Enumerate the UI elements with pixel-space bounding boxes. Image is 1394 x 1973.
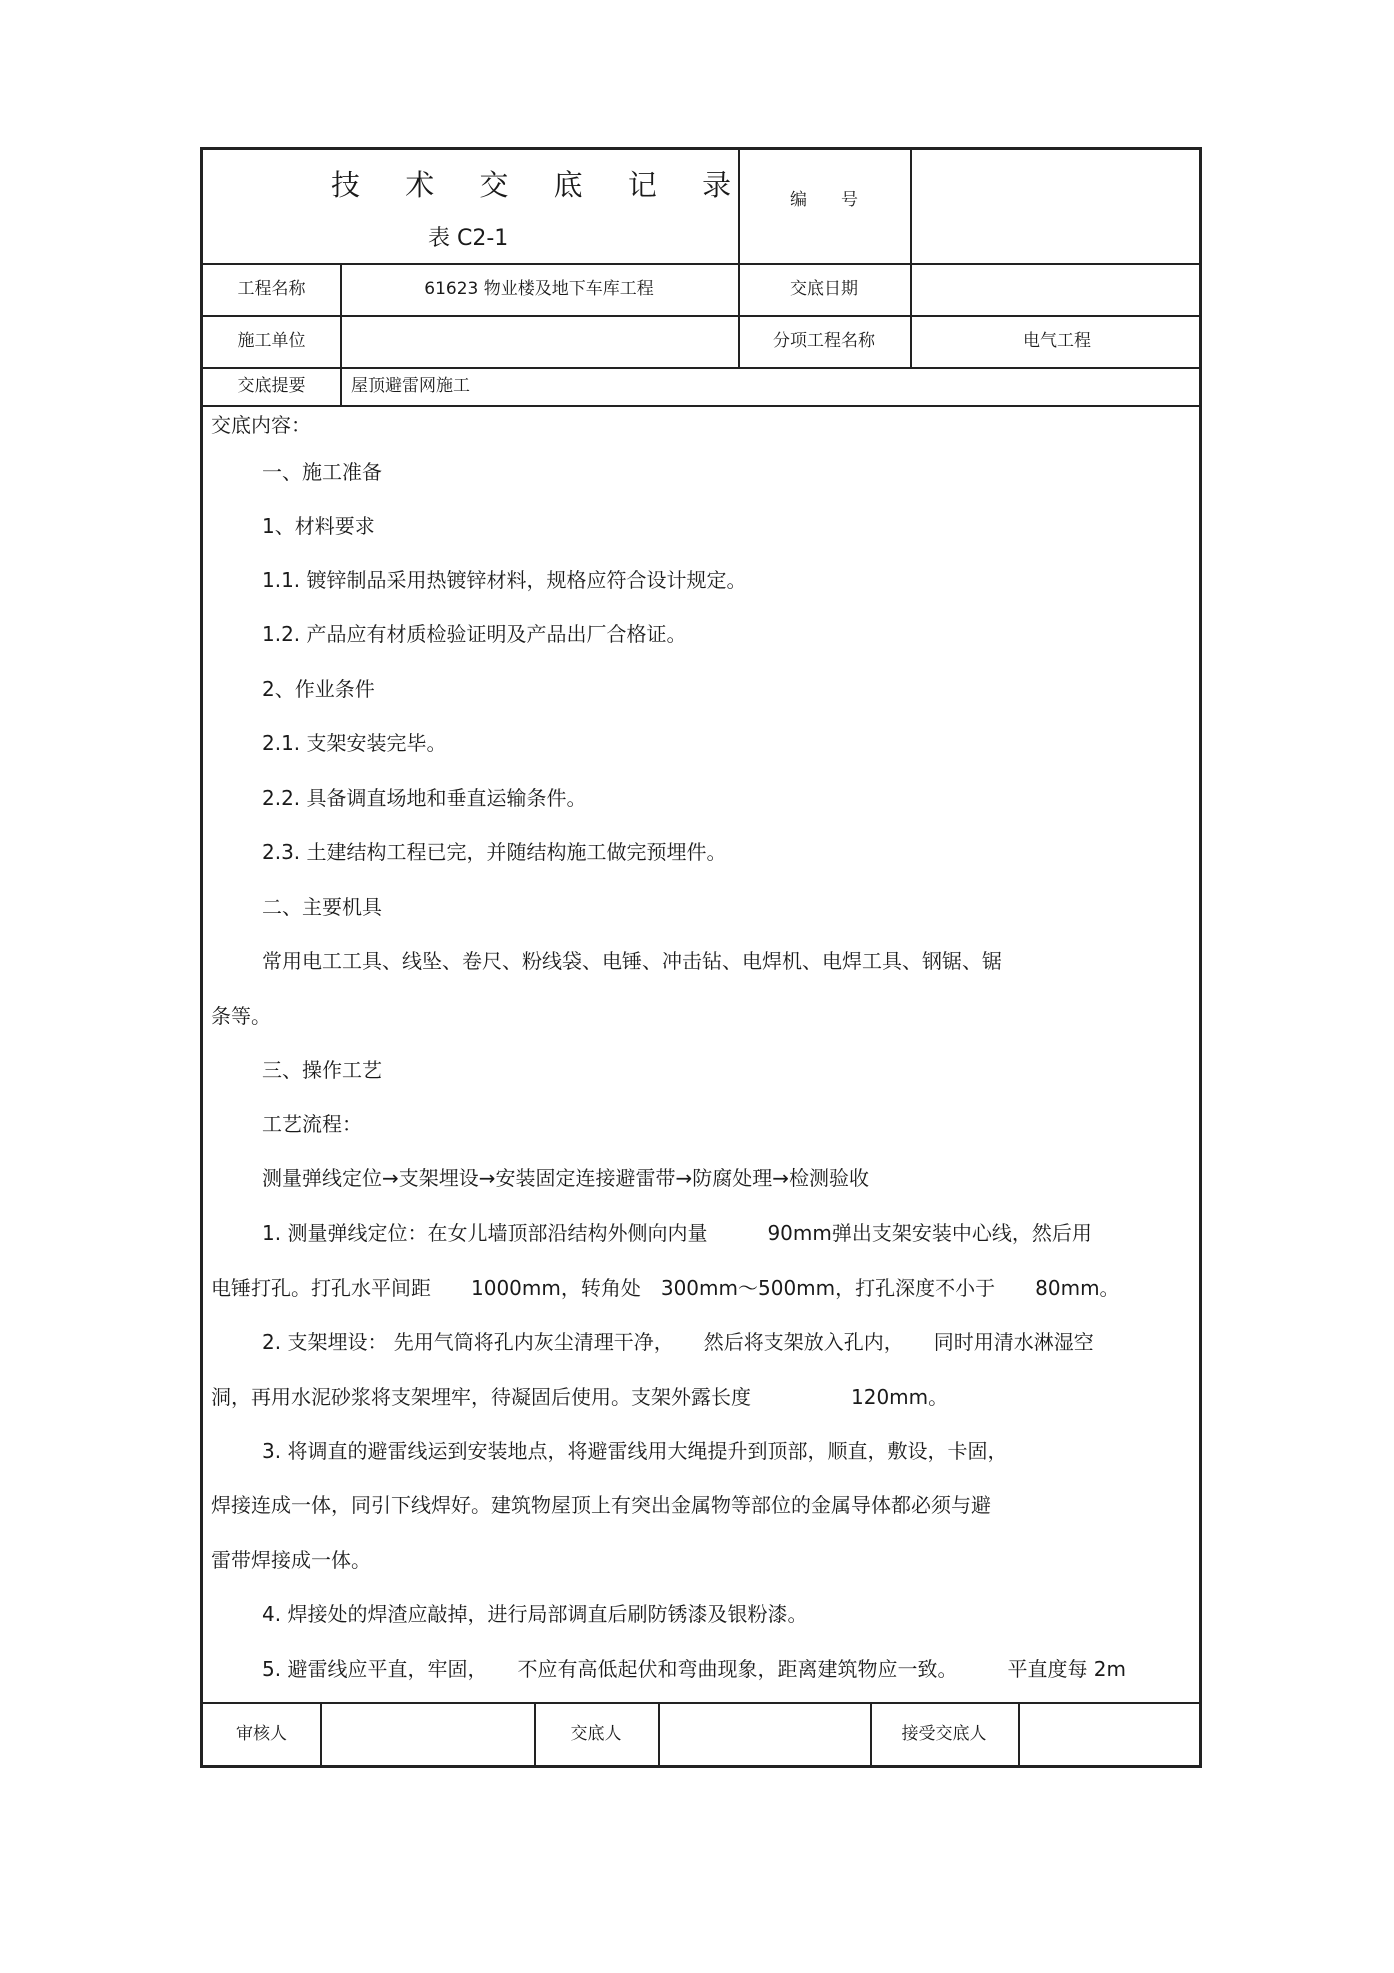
content-line: 二、主要机具 bbox=[262, 895, 382, 919]
content-line: 4. 焊接处的焊渣应敲掉，进行局部调直后刷防锈漆及银粉漆。 bbox=[262, 1602, 808, 1626]
row-divider bbox=[203, 405, 1199, 407]
content-line: 测量弹线定位→支架埋设→安装固定连接避雷带→防腐处理→检测验收 bbox=[262, 1166, 870, 1190]
column-divider bbox=[320, 1702, 322, 1766]
column-divider bbox=[1018, 1702, 1020, 1766]
content-line: 2.3. 土建结构工程已完，并随结构施工做完预埋件。 bbox=[262, 840, 727, 864]
presenter-label: 交底人 bbox=[570, 1724, 622, 1744]
content-line: 2. 支架埋设： 先用气筒将孔内灰尘清理干净， 然后将支架放入孔内， 同时用清水淋湿空 bbox=[262, 1330, 1094, 1354]
content-line: 洞，再用水泥砂浆将支架埋牢，待凝固后使用。支架外露长度 120mm。 bbox=[211, 1385, 949, 1409]
content-line: 常用电工工具、线坠、卷尺、粉线袋、电锤、冲击钻、电焊机、电焊工具、钢锯、锯 bbox=[262, 949, 1002, 973]
content-heading: 交底内容： bbox=[211, 413, 311, 437]
summary-value: 屋顶避雷网施工 bbox=[351, 376, 470, 396]
content-line: 工艺流程： bbox=[262, 1112, 362, 1136]
content-line: 条等。 bbox=[211, 1004, 271, 1028]
date-label: 交底日期 bbox=[790, 279, 858, 299]
content-line: 1、材料要求 bbox=[262, 514, 375, 538]
row-divider bbox=[203, 367, 1199, 369]
reviewer-label: 审核人 bbox=[236, 1724, 287, 1744]
content-line: 2.1. 支架安装完毕。 bbox=[262, 731, 447, 755]
sub-project-label: 分项工程名称 bbox=[773, 331, 875, 351]
content-line: 1. 测量弹线定位：在女儿墙顶部沿结构外侧向内量 90mm弹出支架安装中心线，然后用 bbox=[262, 1221, 1092, 1245]
row-divider bbox=[203, 315, 1199, 317]
receiver-label: 接受交底人 bbox=[901, 1724, 987, 1744]
content-line: 2、作业条件 bbox=[262, 677, 375, 701]
row-divider bbox=[203, 1702, 1199, 1704]
content-line: 2.2. 具备调直场地和垂直运输条件。 bbox=[262, 786, 587, 810]
table-code: 表 C2-1 bbox=[428, 226, 509, 251]
summary-label: 交底提要 bbox=[237, 376, 306, 396]
project-name-value: 61623 物业楼及地下车库工程 bbox=[424, 279, 654, 299]
sub-project-value: 电气工程 bbox=[1023, 331, 1091, 351]
unit-label: 施工单位 bbox=[237, 331, 306, 351]
column-divider bbox=[658, 1702, 660, 1766]
technical-disclosure-form bbox=[200, 147, 1202, 1768]
number-label: 编 号 bbox=[790, 190, 858, 210]
content-line: 1.2. 产品应有材质检验证明及产品出厂合格证。 bbox=[262, 622, 687, 646]
content-line: 电锤打孔。打孔水平间距 1000mm，转角处 300mm～500mm，打孔深度不小于 80mm。 bbox=[211, 1276, 1120, 1300]
project-name-label: 工程名称 bbox=[237, 279, 306, 299]
content-line: 5. 避雷线应平直，牢固， 不应有高低起伏和弯曲现象，距离建筑物应一致。 平直度每 2m bbox=[262, 1657, 1127, 1681]
content-line: 雷带焊接成一体。 bbox=[211, 1548, 371, 1572]
row-divider bbox=[203, 263, 1199, 265]
content-line: 三、操作工艺 bbox=[262, 1058, 382, 1082]
form-title: 技 术 交 底 记 录 bbox=[331, 168, 750, 202]
content-line: 1.1. 镀锌制品采用热镀锌材料，规格应符合设计规定。 bbox=[262, 568, 747, 592]
content-line: 一、施工准备 bbox=[262, 460, 382, 484]
content-line: 3. 将调直的避雷线运到安装地点，将避雷线用大绳提升到顶部，顺直，敷设，卡固， bbox=[262, 1439, 1008, 1463]
content-line: 焊接连成一体，同引下线焊好。建筑物屋顶上有突出金属物等部位的金属导体都必须与避 bbox=[211, 1493, 991, 1517]
